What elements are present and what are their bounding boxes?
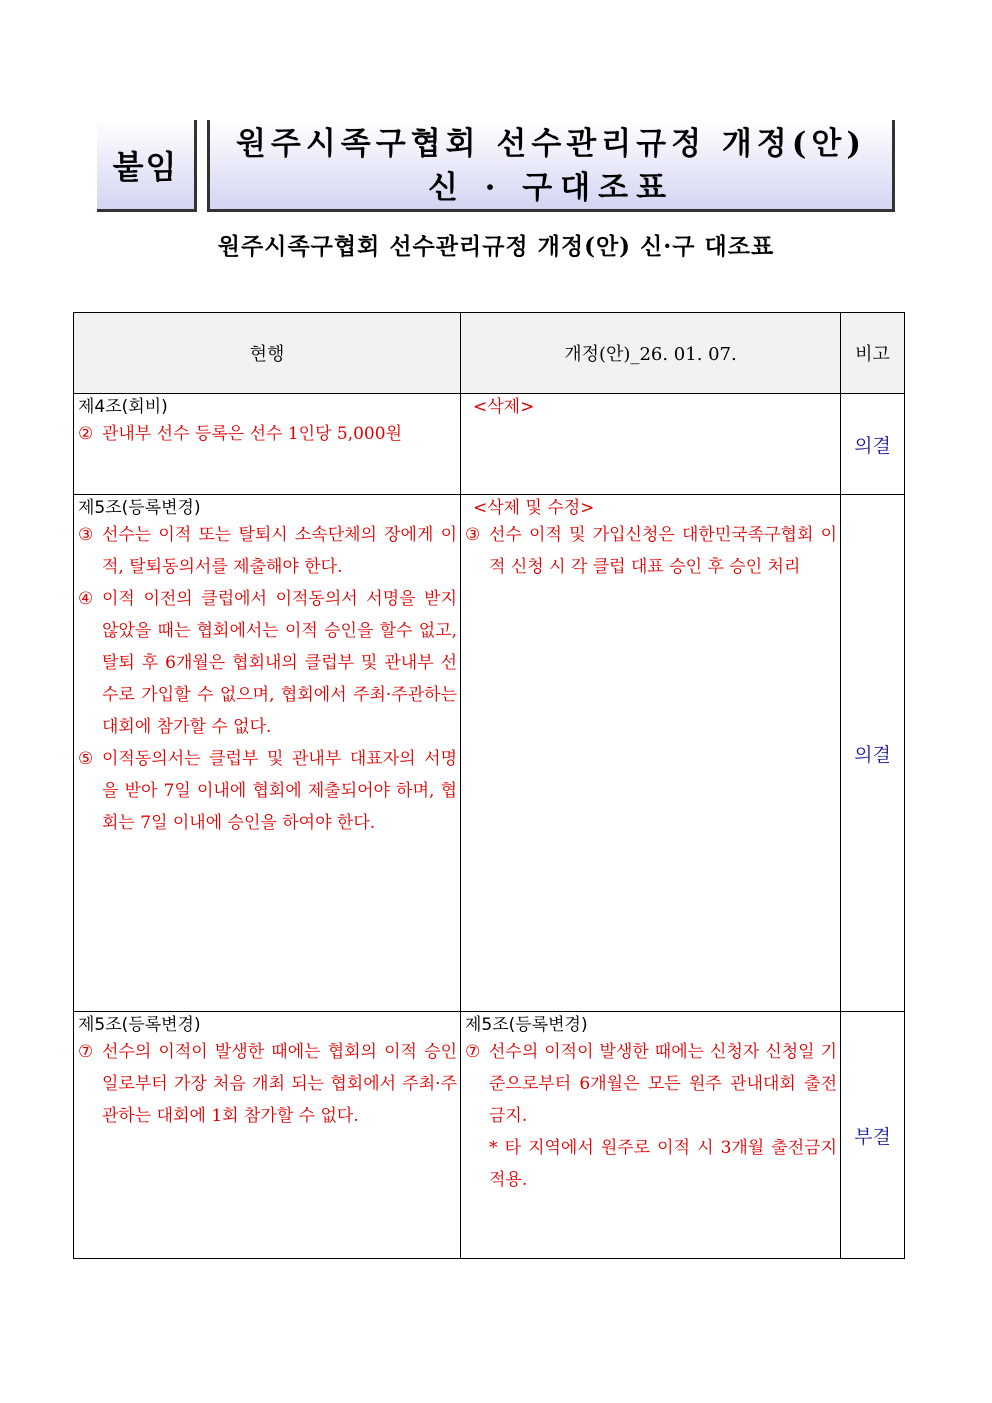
list-item: ③ 선수는 이적 또는 탈퇴시 소속단체의 장에게 이적, 탈퇴동의서를 제출해야 한다. [78, 525, 457, 577]
table-row [74, 1012, 905, 1259]
current-cell [74, 495, 461, 1012]
remark-cell: 의결 [841, 394, 905, 495]
revised-cell [461, 1012, 841, 1259]
table-row [74, 495, 905, 1012]
document-subtitle: 원주시족구협회 선수관리규정 개정(안) 신·구 대조표 [217, 233, 775, 260]
revised-cell [461, 394, 841, 495]
list-item: * 타 지역에서 원주로 이적 시 3개월 출전금지 적용. [489, 1138, 837, 1190]
header-current: 현행 [74, 313, 461, 394]
comparison-table [73, 312, 905, 1259]
document-header [97, 120, 895, 212]
table-header-row [74, 313, 905, 394]
list-item: ③ 선수 이적 및 가입신청은 대한민국족구협회 이적 신청 시 각 클럽 대표 승인 후 승인 처리 [465, 525, 837, 577]
article-title: 제5조(등록변경) [465, 1015, 588, 1035]
article-title: 제5조(등록변경) [78, 498, 201, 518]
title-box [207, 120, 895, 212]
revision-tag: <삭제> [473, 397, 535, 417]
current-cell [74, 394, 461, 495]
current-cell [74, 1012, 461, 1259]
list-item: ⑦ 선수의 이적이 발생한 때에는 협회의 이적 승인일로부터 가장 처음 개최 되는 협회에서 주최·주관하는 대회에 1회 참가할 수 없다. [78, 1042, 457, 1126]
table-row [74, 394, 905, 495]
revision-tag: <삭제 및 수정> [473, 498, 595, 518]
list-item: ② 관내부 선수 등록은 선수 1인당 5,000원 [78, 424, 402, 444]
title-line-1: 원주시족구협회 선수관리규정 개정(안) [235, 126, 867, 162]
list-item: ⑤ 이적동의서는 클럽부 및 관내부 대표자의 서명을 받아 7일 이내에 협회에 제출되어야 하며, 협회는 7일 이내에 승인을 하여야 한다. [78, 749, 457, 833]
attachment-tag: 붙임 [97, 120, 197, 212]
header-remark: 비고 [841, 313, 905, 394]
title-line-2: 신 · 구대조표 [427, 170, 675, 206]
revised-cell [461, 495, 841, 1012]
list-item: ④ 이적 이전의 클럽에서 이적동의서 서명을 받지 않았을 때는 협회에서는 이적 승인을 할수 없고, 탈퇴 후 6개월은 협회내의 클럽부 및 관내부 선수로 가입할 수 없으며, 협회에서 주최·주관하는 대회에 참가할 수 없다. [78, 589, 457, 737]
remark-cell: 부결 [841, 1012, 905, 1259]
header-revised: 개정(안)_26. 01. 07. [461, 313, 841, 394]
article-title: 제5조(등록변경) [78, 1015, 201, 1035]
article-title: 제4조(회비) [78, 397, 168, 417]
list-item: ⑦ 선수의 이적이 발생한 때에는 신청자 신청일 기준으로부터 6개월은 모든 원주 관내대회 출전금지. [465, 1042, 837, 1126]
remark-cell: 의결 [841, 495, 905, 1012]
